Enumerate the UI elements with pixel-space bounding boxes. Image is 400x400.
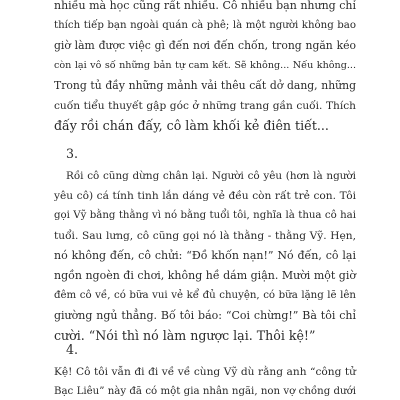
text-line: tuổi. Sau lưng, cô cũng gọi nó là thằng - thằng Vỹ. Hẹn, xyxy=(54,230,356,242)
text-line: Kệ! Cô tôi vẫn đi đi về về cùng Vỹ dù rằng anh “công tử xyxy=(54,366,356,378)
section-number-3: 3. xyxy=(66,146,79,161)
text-line: còn lại vô số những bản tự cam kết. Sẽ không... Nếu không... xyxy=(54,60,356,71)
paragraph-1 xyxy=(54,0,356,136)
text-line: giường ngủ thẳng. Bố tôi báo: “Coi chừng!” Bà tôi chỉ xyxy=(54,309,356,322)
text-line: cuốn tiểu thuyết gập góc ở những trang gần cuối. Thích xyxy=(54,100,356,112)
section-number-4: 4. xyxy=(66,342,79,357)
text-line: Rồi cô cũng dừng chân lại. Người cô yêu (hơn là người xyxy=(66,170,356,182)
text-line: nhiều mà học cũng rất nhiều. Cô nhiều bạn nhưng chỉ xyxy=(54,0,356,12)
text-line: Bạc Liêu” này đã có một gia nhân ngãi, non vợ chồng dưới xyxy=(54,386,356,397)
text-line: gọi Vỹ bằng thằng vì nó bằng tuổi tôi, nghĩa là thua cô hai xyxy=(54,210,356,221)
text-line: đấy rồi chán đấy, cô làm khối kẻ điên tiết... xyxy=(54,118,329,133)
text-line: thích tiếp bạn ngoài quán cà phê; là một người không bao xyxy=(54,20,356,31)
text-line: đêm cô về, có bữa vui vẻ kể đủ chuyện, có bữa lặng lẽ lên xyxy=(54,290,356,301)
text-line: nó không đến, cô chửi: “Đồ khốn nạn!” Nó đến, cô lại xyxy=(54,249,356,262)
text-line: yêu cô) cá tính tinh lắn dáng vẻ đều còn rất trẻ con. Tôi xyxy=(54,190,356,202)
text-line: Trong tủ đầy những mảnh vải thêu cất dở dang, những xyxy=(54,79,356,92)
text-line: cười. “Nói thì nó làm ngược lại. Thôi kệ!” xyxy=(54,328,316,343)
paragraph-section-3 xyxy=(54,166,356,346)
paragraph-section-4 xyxy=(54,362,356,400)
text-line: ngồn ngoèn đi chơi, không hề dám giận. Mười một giờ xyxy=(54,269,356,282)
text-line: giờ làm được việc gì đến nơi đến chốn, trong ngăn kéo xyxy=(54,39,356,52)
